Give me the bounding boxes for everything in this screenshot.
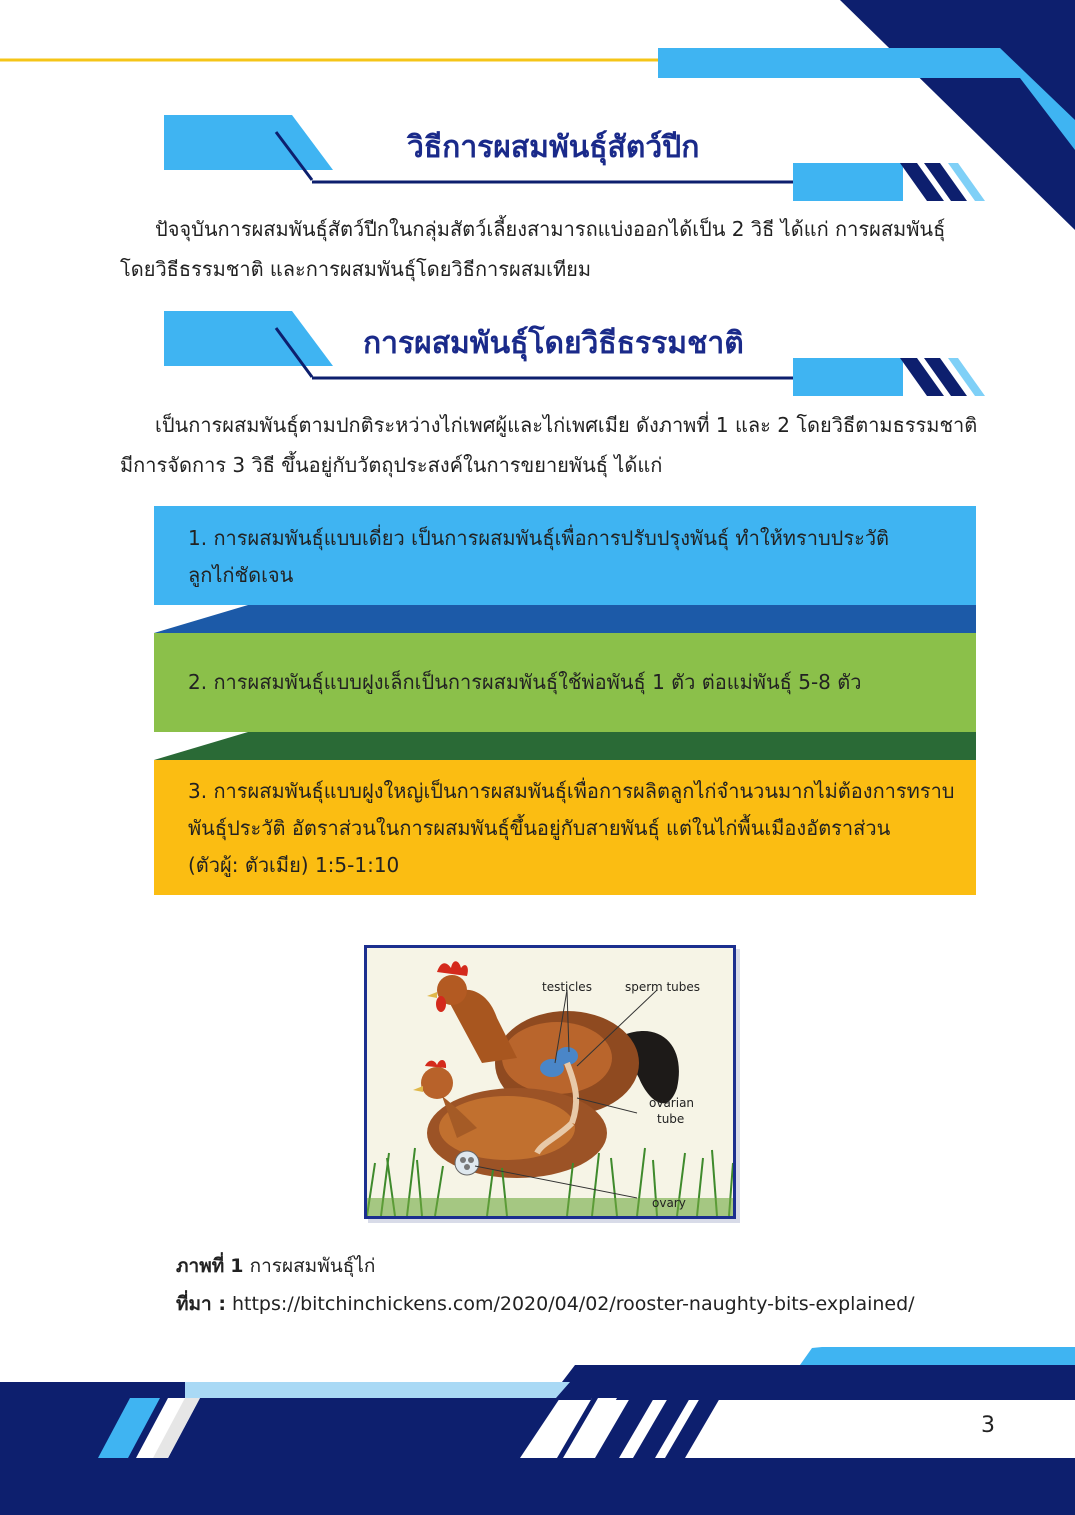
method-1-line-2: ลูกไก่ชัดเจน [188,563,294,587]
source-url: https://bitchinchickens.com/2020/04/02/rooster-naughty-bits-explained/ [231,1293,915,1315]
label-ovarian: ovarian [649,1096,695,1110]
page-number: 3 [981,1413,995,1438]
method-3-line-3: (ตัวผู้: ตัวเมีย) 1:5-1:10 [188,853,400,877]
natural-line-1: เป็นการผสมพันธุ์ตามปกติระหว่างไก่เพศผู้และไก่เพศเมีย ดังภาพที่ 1 และ 2 โดยวิธีตามธรรมชาติ [155,413,978,437]
section-heading-2: การผสมพันธุ์โดยวิธีธรรมชาติ [363,326,744,361]
natural-line-2: มีการจัดการ 3 วิธี ขึ้นอยู่กับวัตถุประสงค์ในการขยายพันธุ์ ได้แก่ [120,453,663,477]
label-sperm-tubes: sperm tubes [625,980,701,994]
figure-number: 1 [230,1255,244,1277]
method-3-line-1: 3. การผสมพันธุ์แบบฝูงใหญ่เป็นการผสมพันธุ์เพื่อการผลิตลูกไก่จำนวนมากไม่ต้องการทราบ [188,779,955,803]
figure-label: ภาพที่ [176,1255,225,1277]
label-ovary: ovary [652,1196,686,1210]
intro-line-1: ปัจจุบันการผสมพันธุ์สัตว์ปีกในกลุ่มสัตว์เลี้ยงสามารถแบ่งออกได้เป็น 2 วิธี ได้แก่ การผสมพันธุ์ [155,217,946,241]
method-3-line-2: พันธุ์ประวัติ อัตราส่วนในการผสมพันธุ์ขึ้นอยู่กับสายพันธุ์ แต่ในไก่พื้นเมืองอัตราส่วน [188,816,891,840]
label-testicles: testicles [542,980,592,994]
section-heading-1: วิธีการผสมพันธุ์สัตว์ปีก [407,130,700,165]
figure-text: การผสมพันธุ์ไก่ [249,1255,376,1277]
method-1-line-1: 1. การผสมพันธุ์แบบเดี่ยว เป็นการผสมพันธุ์เพื่อการปรับปรุงพันธุ์ ทำให้ทราบประวัติ [188,526,890,550]
source-label: ที่มา : [176,1293,226,1315]
intro-line-2: โดยวิธีธรรมชาติ และการผสมพันธุ์โดยวิธีการผสมเทียม [120,257,592,281]
label-tube: tube [657,1112,685,1126]
method-2-line-1: 2. การผสมพันธุ์แบบฝูงเล็กเป็นการผสมพันธุ์ใช้พ่อพันธุ์ 1 ตัว ต่อแม่พันธุ์ 5-8 ตัว [188,670,862,694]
